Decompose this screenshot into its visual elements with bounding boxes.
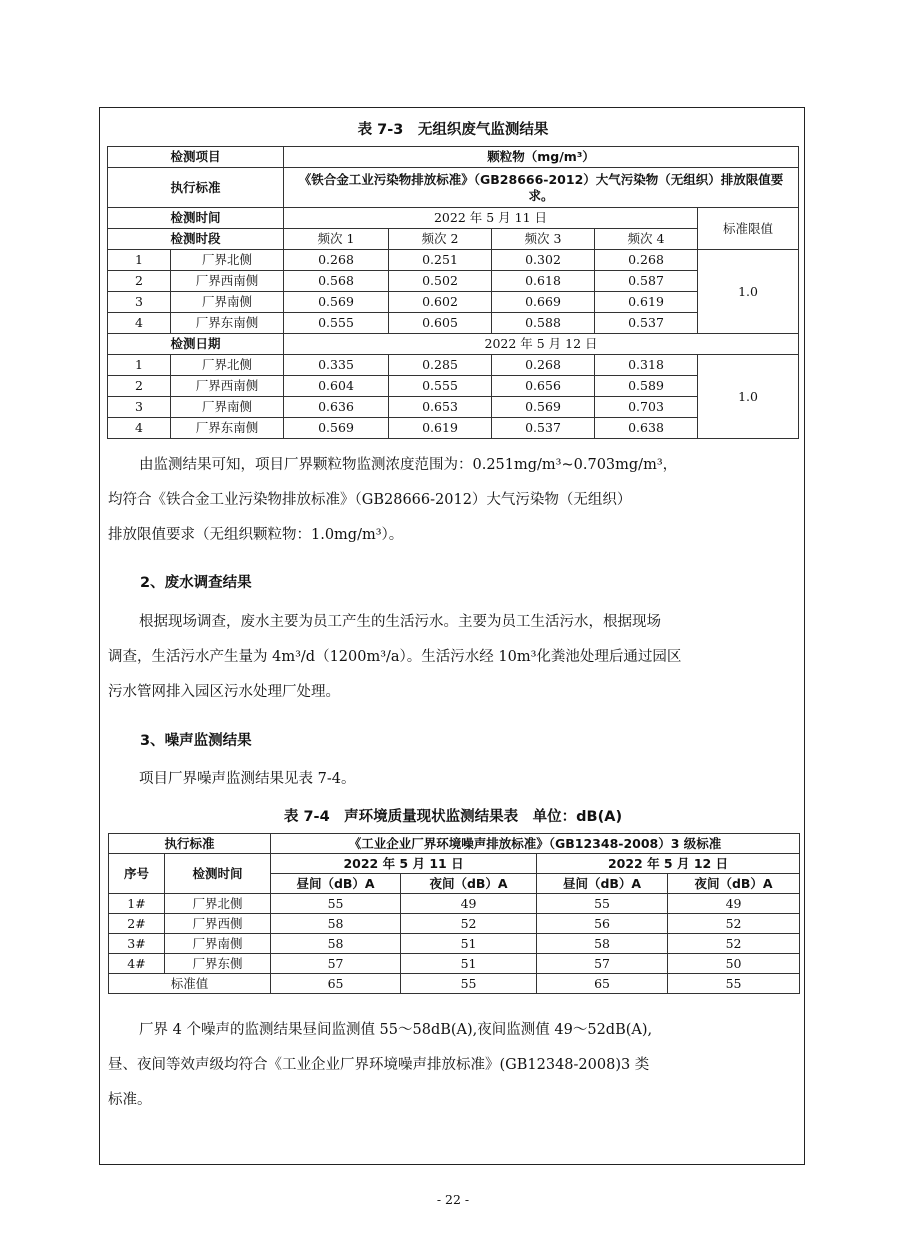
value: 51	[401, 934, 537, 954]
value: 0.619	[389, 418, 492, 439]
label-site: 检测时间	[165, 854, 271, 894]
row-no: 2	[108, 376, 171, 397]
value: 0.569	[492, 397, 595, 418]
value: 0.268	[492, 355, 595, 376]
value: 0.638	[595, 418, 698, 439]
value: 0.335	[284, 355, 389, 376]
value: 0.669	[492, 292, 595, 313]
value: 0.703	[595, 397, 698, 418]
label-time: 检测时间	[108, 208, 284, 229]
value: 0.318	[595, 355, 698, 376]
row-no: 1	[108, 355, 171, 376]
value: 0.589	[595, 376, 698, 397]
value: 58	[271, 914, 401, 934]
value: 57	[271, 954, 401, 974]
value: 0.251	[389, 250, 492, 271]
row-site: 厂界西侧	[165, 914, 271, 934]
table-row	[108, 229, 799, 250]
value: 0.619	[595, 292, 698, 313]
label-standard: 执行标准	[109, 834, 271, 854]
row-site: 厂界南侧	[171, 397, 284, 418]
row-no: 3	[108, 397, 171, 418]
row-no: 2#	[109, 914, 165, 934]
date-1: 2022 年 5 月 11 日	[284, 208, 698, 229]
row-site: 厂界西南侧	[171, 376, 284, 397]
paragraph-wastewater	[108, 605, 798, 710]
value: 0.537	[595, 313, 698, 334]
table-row	[108, 313, 799, 334]
para1-line2: 均符合《铁合金工业污染物排放标准》（GB28666-2012）大气污染物（无组织）	[108, 492, 632, 508]
item-value: 颗粒物（mg/m³）	[284, 147, 799, 168]
value: 0.604	[284, 376, 389, 397]
night-header: 夜间（dB）A	[401, 874, 537, 894]
table-row	[109, 914, 800, 934]
value: 0.568	[284, 271, 389, 292]
para1-line1: 由监测结果可知，项目厂界颗粒物监测浓度范围为：0.251mg/m³~0.703mg/m³，	[139, 457, 678, 473]
table-row	[108, 376, 799, 397]
para2-line2: 调查，生活污水产生量为 4m³/d（1200m³/a）。生活污水经 10m³化粪池处理后通过园区	[108, 649, 682, 665]
row-no: 1#	[109, 894, 165, 914]
date-2: 2022 年 5 月 12 日	[284, 334, 799, 355]
value: 52	[401, 914, 537, 934]
value: 0.588	[492, 313, 595, 334]
row-no: 4	[108, 313, 171, 334]
table-row	[108, 147, 799, 168]
table-row	[108, 208, 799, 229]
std-value: 65	[537, 974, 668, 994]
table-7-4	[108, 833, 800, 994]
heading-noise: 3、噪声监测结果	[140, 733, 252, 749]
para2-line1: 根据现场调查，废水主要为员工产生的生活污水。主要为员工生活污水，根据现场	[139, 614, 661, 630]
para3: 项目厂界噪声监测结果见表 7-4。	[139, 771, 356, 787]
table-row	[109, 954, 800, 974]
paragraph-particulate	[108, 448, 798, 553]
para2-line3: 污水管网排入园区污水处理厂处理。	[108, 684, 340, 700]
limit-value-1: 1.0	[698, 250, 799, 334]
table-row	[108, 397, 799, 418]
value: 58	[271, 934, 401, 954]
row-site: 厂界南侧	[171, 292, 284, 313]
value: 0.636	[284, 397, 389, 418]
value: 0.555	[284, 313, 389, 334]
value: 50	[668, 954, 800, 974]
value: 58	[537, 934, 668, 954]
day-header: 昼间（dB）A	[271, 874, 401, 894]
value: 0.605	[389, 313, 492, 334]
value: 57	[537, 954, 668, 974]
table-row	[108, 292, 799, 313]
page-number: - 22 -	[436, 1192, 470, 1207]
row-site: 厂界北侧	[171, 355, 284, 376]
value: 55	[537, 894, 668, 914]
value: 0.569	[284, 418, 389, 439]
row-site: 厂界西南侧	[171, 271, 284, 292]
table-row	[108, 334, 799, 355]
row-site: 厂界南侧	[165, 934, 271, 954]
value: 0.268	[284, 250, 389, 271]
row-no: 4	[108, 418, 171, 439]
para4-line2: 昼、夜间等效声级均符合《工业企业厂界环境噪声排放标准》(GB12348-2008)3 类	[108, 1057, 650, 1073]
value: 49	[401, 894, 537, 914]
value: 0.602	[389, 292, 492, 313]
value: 0.285	[389, 355, 492, 376]
row-site: 厂界东侧	[165, 954, 271, 974]
value: 0.569	[284, 292, 389, 313]
table-7-3-caption: 表 7-3 无组织废气监测结果	[357, 122, 549, 138]
table-row	[108, 271, 799, 292]
value: 52	[668, 934, 800, 954]
std-value: 55	[668, 974, 800, 994]
value: 0.268	[595, 250, 698, 271]
row-site: 厂界东南侧	[171, 418, 284, 439]
freq-2: 频次 2	[389, 229, 492, 250]
date-1: 2022 年 5 月 11 日	[271, 854, 537, 874]
row-no: 3	[108, 292, 171, 313]
table-row	[108, 168, 799, 208]
row-no: 1	[108, 250, 171, 271]
label-date: 检测日期	[108, 334, 284, 355]
table-row	[109, 894, 800, 914]
paragraph-noise-intro	[108, 762, 798, 797]
freq-1: 频次 1	[284, 229, 389, 250]
row-no: 2	[108, 271, 171, 292]
paragraph-noise-result	[108, 1013, 798, 1118]
table-row	[109, 974, 800, 994]
value: 0.555	[389, 376, 492, 397]
value: 0.653	[389, 397, 492, 418]
value: 51	[401, 954, 537, 974]
value: 56	[537, 914, 668, 934]
table-7-4-caption: 表 7-4 声环境质量现状监测结果表 单位：dB(A)	[283, 809, 623, 825]
row-no: 4#	[109, 954, 165, 974]
value: 52	[668, 914, 800, 934]
table-row	[108, 355, 799, 376]
table-row	[108, 418, 799, 439]
value: 0.587	[595, 271, 698, 292]
value: 0.656	[492, 376, 595, 397]
day-header: 昼间（dB）A	[537, 874, 668, 894]
heading-wastewater: 2、废水调查结果	[140, 575, 252, 591]
limit-value-2: 1.0	[698, 355, 799, 439]
value: 0.618	[492, 271, 595, 292]
label-no: 序号	[109, 854, 165, 894]
value: 49	[668, 894, 800, 914]
row-no: 3#	[109, 934, 165, 954]
label-standard: 执行标准	[108, 168, 284, 208]
label-item: 检测项目	[108, 147, 284, 168]
date-2: 2022 年 5 月 12 日	[537, 854, 800, 874]
label-period: 检测时段	[108, 229, 284, 250]
value: 0.537	[492, 418, 595, 439]
table-row	[108, 250, 799, 271]
standard-value: 《工业企业厂界环境噪声排放标准》（GB12348-2008）3 级标准	[271, 834, 800, 854]
label-limit: 标准限值	[698, 208, 799, 250]
row-site: 厂界东南侧	[171, 313, 284, 334]
para1-line3: 排放限值要求（无组织颗粒物：1.0mg/m³）。	[108, 527, 404, 543]
row-site: 厂界北侧	[171, 250, 284, 271]
table-row	[109, 854, 800, 874]
table-row	[109, 934, 800, 954]
table-7-3	[107, 146, 799, 439]
value: 0.502	[389, 271, 492, 292]
std-label: 标准值	[109, 974, 271, 994]
std-value: 65	[271, 974, 401, 994]
night-header: 夜间（dB）A	[668, 874, 800, 894]
std-value: 55	[401, 974, 537, 994]
value: 0.302	[492, 250, 595, 271]
freq-4: 频次 4	[595, 229, 698, 250]
freq-3: 频次 3	[492, 229, 595, 250]
row-site: 厂界北侧	[165, 894, 271, 914]
standard-value: 《铁合金工业污染物排放标准》（GB28666-2012）大气污染物（无组织）排放限值要求。	[284, 168, 799, 208]
value: 55	[271, 894, 401, 914]
para4-line1: 厂界 4 个噪声的监测结果昼间监测值 55～58dB(A),夜间监测值 49～52dB(A),	[139, 1022, 653, 1038]
para4-line3: 标准。	[108, 1092, 152, 1108]
table-row	[109, 834, 800, 854]
